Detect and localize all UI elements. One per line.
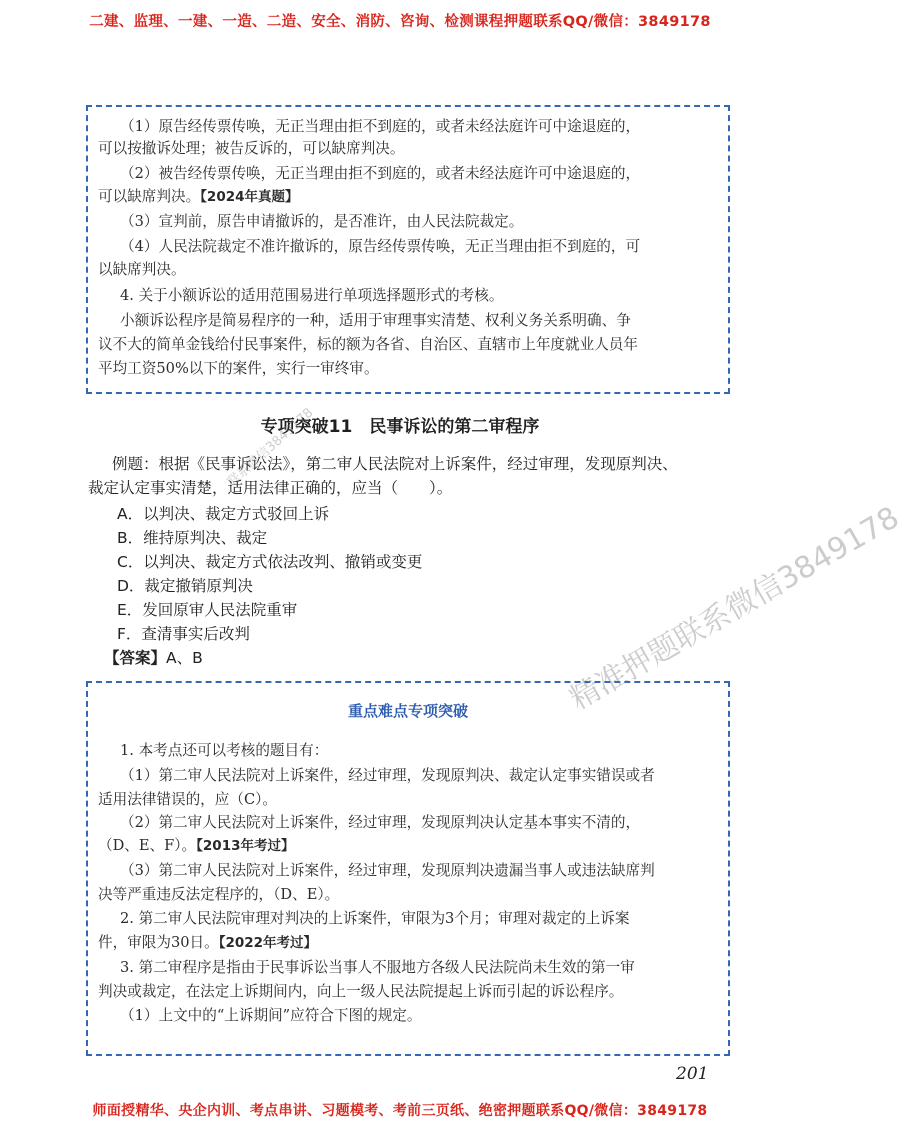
box1-line-11: 平均工资50%以下的案件，实行一审终审。 — [98, 360, 379, 377]
answer-label: 【答案】 — [104, 649, 167, 667]
question-stem-1: 例题：根据《民事诉讼法》，第二审人民法院对上诉案件，经过审理，发现原判决、 — [112, 455, 678, 473]
box1-line-4: 可以缺席判决。【2024年真题】 — [98, 188, 299, 205]
tag-2022-exam: 【2022年考过】 — [218, 935, 318, 951]
box2-line-4: （2）第二审人民法院对上诉案件，经过审理，发现原判决认定基本事实不清的， — [120, 814, 641, 831]
page-number: 201 — [676, 1064, 709, 1084]
box1-line-7: 以缺席判决。 — [98, 261, 186, 278]
option-e: E．发回原审人民法院重审 — [117, 601, 298, 619]
option-b: B．维持原判决、裁定 — [117, 529, 268, 547]
box2-line-8: 2. 第二审人民法院审理对判决的上诉案件，审限为3个月；审理对裁定的上诉案 — [120, 910, 630, 927]
section-title: 专项突破11 民事诉讼的第二审程序 — [260, 417, 540, 437]
box2-line-7: 决等严重违反法定程序的，（D、E）。 — [98, 886, 340, 903]
tag-2013-exam: 【2013年考过】 — [196, 838, 295, 854]
box2-line-1: 1. 本考点还可以考核的题目有： — [120, 742, 329, 759]
tag-2024-exam: 【2024年真题】 — [200, 189, 299, 205]
box2-line-9: 件，审限为30日。【2022年考过】 — [98, 934, 318, 951]
option-c: C．以判决、裁定方式依法改判、撤销或变更 — [117, 553, 423, 571]
answer-value: A、B — [166, 649, 203, 667]
box2-line-10: 3. 第二审程序是指由于民事诉讼当事人不服地方各级人民法院尚未生效的第一审 — [120, 959, 635, 976]
footer-banner: 师面授精华、央企内训、考点串讲、习题模考、考前三页纸、绝密押题联系QQ/微信：3849178 — [92, 1103, 708, 1119]
box1-line-5: （3）宣判前，原告申请撤诉的，是否准许，由人民法院裁定。 — [120, 213, 524, 230]
box2-line-11: 判决或裁定，在法定上诉期间内，向上一级人民法院提起上诉而引起的诉讼程序。 — [98, 983, 624, 1000]
option-f: F．查清事实后改判 — [117, 625, 250, 643]
box2-line-5: （D、E、F）。【2013年考过】 — [98, 837, 295, 854]
option-d: D．裁定撤销原判决 — [117, 577, 253, 595]
box1-line-1: （1）原告经传票传唤，无正当理由拒不到庭的，或者未经法庭许可中途退庭的， — [120, 118, 641, 135]
watermark-large: 精准押题联系微信3849178 — [564, 500, 906, 718]
box2-line-6: （3）第二审人民法院对上诉案件，经过审理，发现原判决遗漏当事人或违法缺席判 — [120, 862, 655, 879]
box1-line-6: （4）人民法院裁定不准许撤诉的，原告经传票传唤，无正当理由拒不到庭的，可 — [120, 238, 641, 255]
box2-title: 重点难点专项突破 — [347, 702, 468, 720]
box1-line-2: 可以按撤诉处理；被告反诉的，可以缺席判决。 — [98, 140, 405, 157]
box2-line-3: 适用法律错误的，应（C）。 — [98, 791, 277, 808]
box2-line-12: （1）上文中的“上诉期间”应符合下图的规定。 — [120, 1007, 422, 1024]
box1-line-3: （2）被告经传票传唤，无正当理由拒不到庭的，或者未经法庭许可中途退庭的， — [120, 165, 641, 182]
box1-line-10: 议不大的简单金钱给付民事案件，标的额为各省、自治区、直辖市上年度就业人员年 — [98, 336, 638, 353]
answer-line — [104, 646, 203, 670]
header-banner: 二建、监理、一建、一造、二造、安全、消防、咨询、检测课程押题联系QQ/微信：3849178 — [89, 14, 711, 30]
box1-line-8: 4. 关于小额诉讼的适用范围易进行单项选择题形式的考核。 — [120, 287, 504, 304]
watermark-small: 联系微信3849178 — [224, 405, 317, 491]
box1-line-9: 小额诉讼程序是简易程序的一种，适用于审理事实清楚、权利义务关系明确、争 — [120, 312, 631, 329]
box2-line-2: （1）第二审人民法院对上诉案件，经过审理，发现原判决、裁定认定事实错误或者 — [120, 767, 655, 784]
question-stem-2: 裁定认定事实清楚，适用法律正确的，应当（ ）。 — [88, 479, 453, 497]
option-a: A．以判决、裁定方式驳回上诉 — [117, 505, 330, 523]
